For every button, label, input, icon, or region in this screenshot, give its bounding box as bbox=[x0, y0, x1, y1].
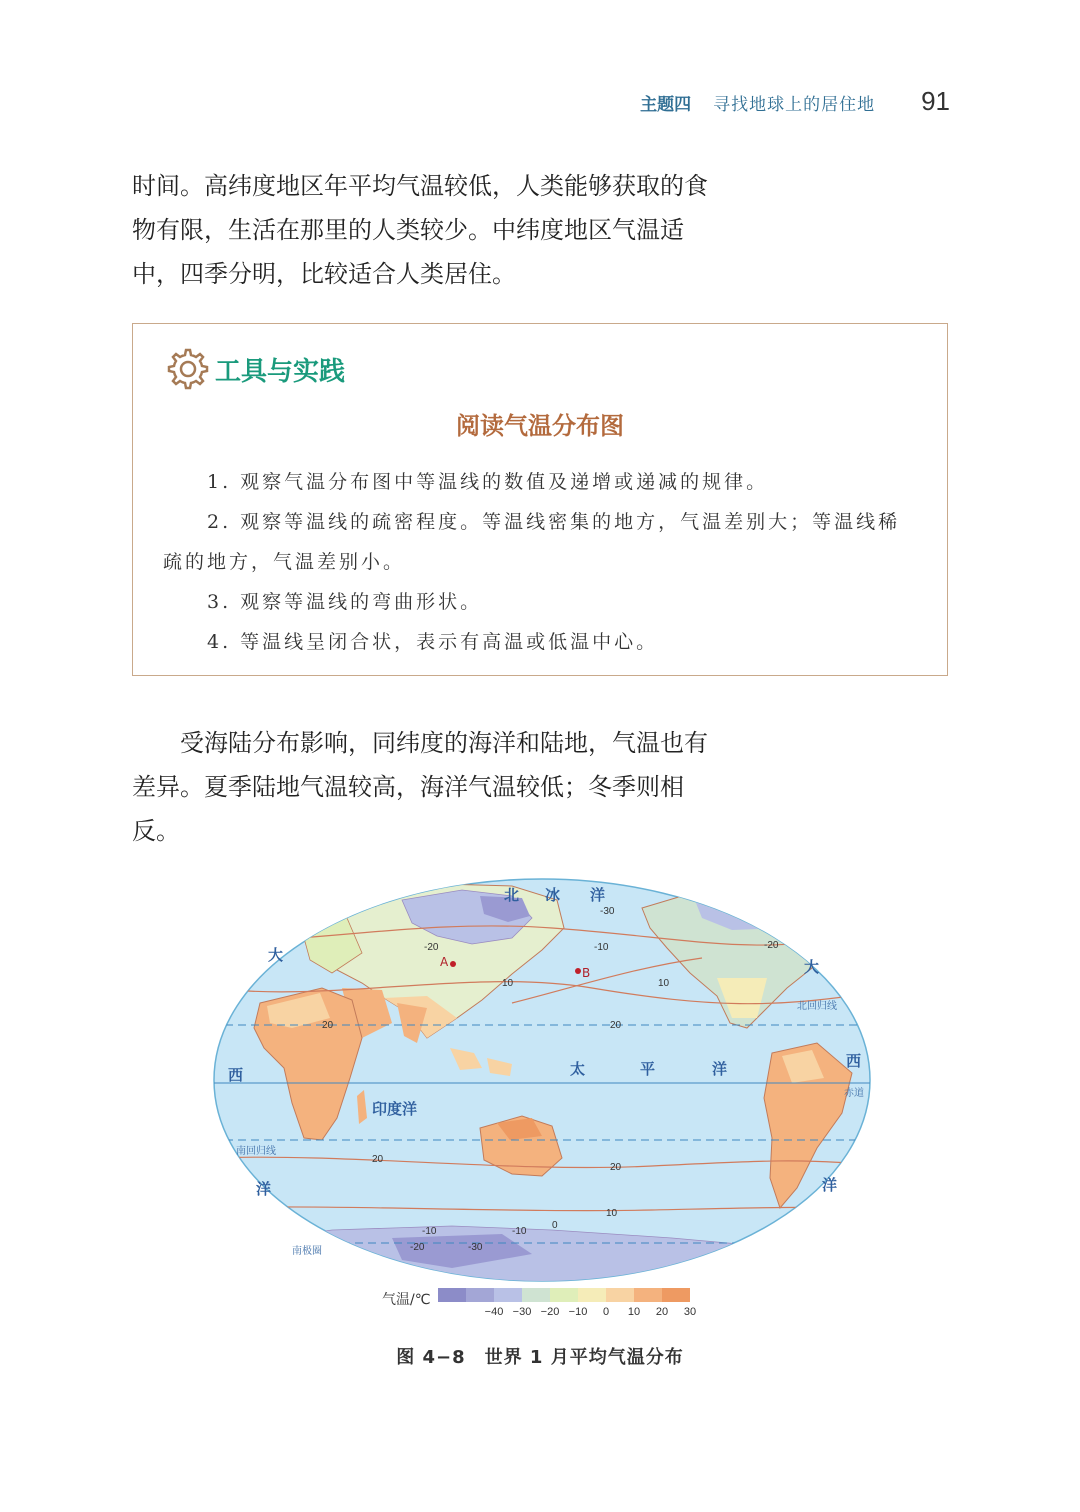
figure-caption: 图 4−8 世界 1 月平均气温分布 bbox=[396, 1347, 684, 1368]
isotherm-label: 20 bbox=[322, 1020, 334, 1031]
second-paragraph: 受海陆分布影响，同纬度的海洋和陆地，气温也有差异。夏季陆地气温较高，海洋气温较低；冬季则相反。 bbox=[132, 729, 708, 845]
ocean-atlantic-left-3: 洋 bbox=[256, 1180, 272, 1198]
tropic-south-label: 南回归线 bbox=[236, 1146, 276, 1157]
isotherm-label: -20 bbox=[764, 940, 779, 951]
antarctic-circle-label: 南极圈 bbox=[292, 1246, 322, 1257]
tool-box-label: 工具与实践 bbox=[215, 356, 346, 387]
legend-tick: 30 bbox=[683, 1306, 697, 1318]
ocean-arctic-1: 北 bbox=[504, 886, 520, 904]
page-number: 91 bbox=[921, 86, 950, 116]
header-title: 寻找地球上的居住地 bbox=[713, 95, 876, 115]
gear-icon bbox=[163, 346, 209, 392]
legend-swatch bbox=[522, 1288, 550, 1302]
page-header bbox=[640, 86, 950, 117]
tool-practice-box bbox=[132, 323, 948, 676]
world-temperature-map bbox=[212, 878, 872, 1282]
isotherm-label: 10 bbox=[502, 978, 514, 989]
ocean-pacific-3: 洋 bbox=[712, 1060, 728, 1078]
tool-box-item: 2. 观察等温线的疏密程度。等温线密集的地方，气温差别大；等温线稀疏的地方，气温差别小。 bbox=[163, 511, 901, 573]
isotherm-label: 10 bbox=[606, 1208, 618, 1219]
isotherm-label: 10 bbox=[658, 978, 670, 989]
legend-tick: 20 bbox=[655, 1306, 669, 1318]
isotherm-label: 0 bbox=[552, 1220, 558, 1231]
legend-title: 气温/℃ bbox=[382, 1292, 431, 1308]
header-theme: 主题四 bbox=[640, 95, 692, 115]
tool-box-item: 3. 观察等温线的弯曲形状。 bbox=[207, 591, 483, 613]
isotherm-label: -10 bbox=[512, 1226, 527, 1237]
isotherm-label: 20 bbox=[610, 1162, 622, 1173]
equator-label: 赤道 bbox=[844, 1088, 864, 1099]
isotherm-label: 20 bbox=[610, 1020, 622, 1031]
ocean-atlantic-left-2: 西 bbox=[228, 1066, 244, 1084]
legend-swatch bbox=[466, 1288, 494, 1302]
ocean-arctic-3: 洋 bbox=[590, 886, 606, 904]
ocean-indian: 印度洋 bbox=[372, 1100, 418, 1118]
ocean-atlantic-right-3: 洋 bbox=[822, 1176, 838, 1194]
legend-swatch bbox=[606, 1288, 634, 1302]
ocean-atlantic-left-1: 大 bbox=[268, 946, 284, 964]
point-a-marker bbox=[450, 961, 456, 967]
ocean-arctic-2: 冰 bbox=[545, 886, 561, 904]
legend-tick: 10 bbox=[627, 1306, 641, 1318]
isotherm-label: -20 bbox=[424, 942, 439, 953]
legend-ticks bbox=[466, 1306, 706, 1324]
legend-swatch bbox=[634, 1288, 662, 1302]
legend-swatch bbox=[578, 1288, 606, 1302]
isotherm-label: -30 bbox=[468, 1242, 483, 1253]
tool-box-item: 1. 观察气温分布图中等温线的数值及递增或递减的规律。 bbox=[207, 471, 769, 493]
tropic-north-label: 北回归线 bbox=[797, 1001, 837, 1012]
legend-swatches bbox=[438, 1288, 690, 1302]
ocean-pacific-1: 太 bbox=[570, 1060, 586, 1078]
isotherm-label: -20 bbox=[410, 1242, 425, 1253]
tool-box-title: 阅读气温分布图 bbox=[456, 411, 624, 440]
isotherm-label: -10 bbox=[422, 1226, 437, 1237]
tool-box-header bbox=[163, 346, 345, 392]
legend-swatch bbox=[494, 1288, 522, 1302]
legend-tick: 0 bbox=[602, 1306, 610, 1318]
legend-tick: −20 bbox=[540, 1306, 560, 1318]
tool-box-item: 4. 等温线呈闭合状，表示有高温或低温中心。 bbox=[207, 631, 659, 653]
point-b-label: B bbox=[582, 966, 591, 980]
point-a-label: A bbox=[440, 955, 449, 969]
ocean-atlantic-right-2: 西 bbox=[846, 1052, 862, 1070]
legend-tick: −10 bbox=[568, 1306, 588, 1318]
ocean-pacific-2: 平 bbox=[640, 1060, 656, 1078]
ocean-atlantic-right-1: 大 bbox=[804, 958, 820, 976]
tool-box-items bbox=[163, 462, 921, 662]
intro-paragraph: 时间。高纬度地区年平均气温较低，人类能够获取的食物有限，生活在那里的人类较少。中纬度地区气温适中，四季分明，比较适合人类居住。 bbox=[132, 172, 708, 288]
legend-tick: −40 bbox=[484, 1306, 504, 1318]
legend-tick: −30 bbox=[512, 1306, 532, 1318]
isotherm-label: 20 bbox=[372, 1154, 384, 1165]
legend-swatch bbox=[662, 1288, 690, 1302]
isotherm-label: -10 bbox=[594, 942, 609, 953]
isotherm-label: -30 bbox=[600, 906, 615, 917]
point-b-marker bbox=[575, 968, 581, 974]
legend-swatch bbox=[438, 1288, 466, 1302]
legend-swatch bbox=[550, 1288, 578, 1302]
